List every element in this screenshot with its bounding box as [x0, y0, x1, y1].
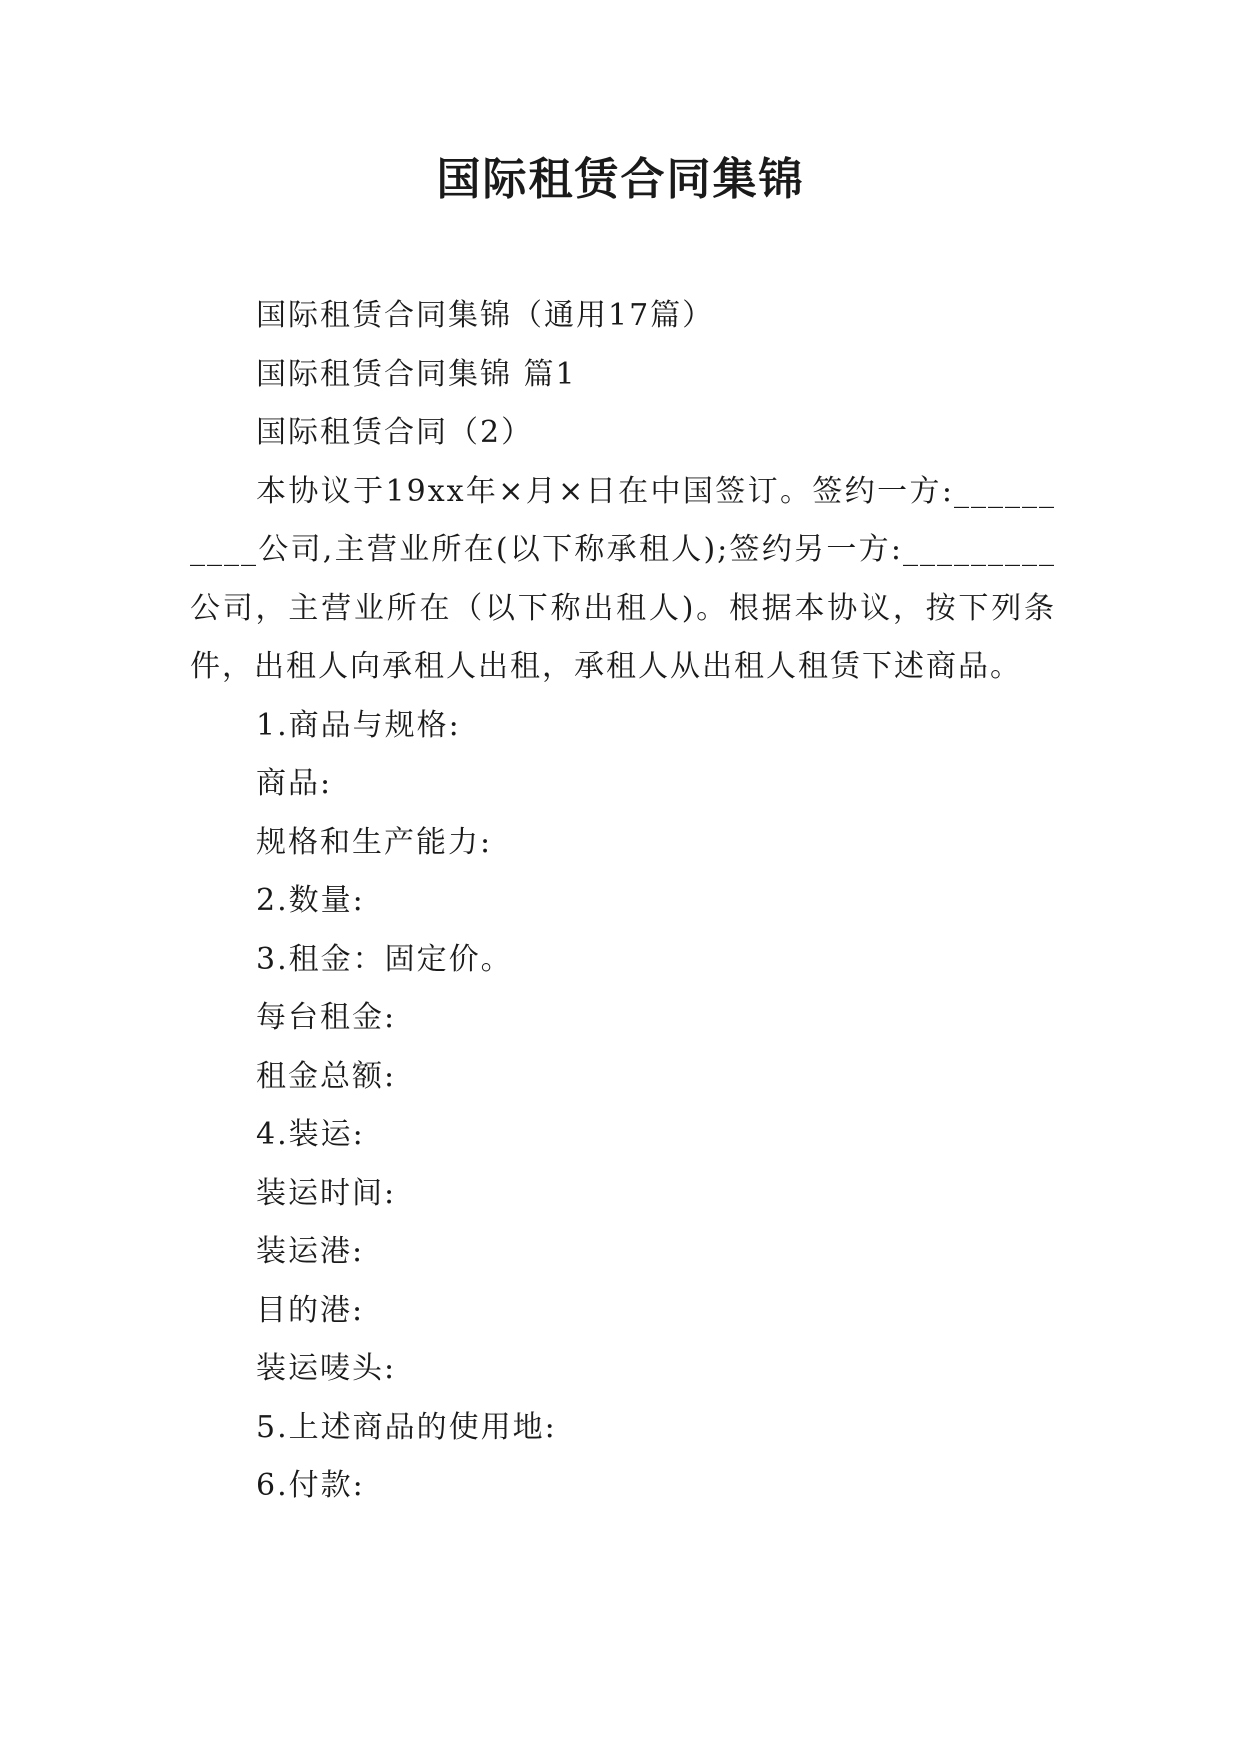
- field-port-of-shipment: 装运港:: [256, 1234, 365, 1269]
- field-port-of-destination: 目的港:: [256, 1292, 365, 1328]
- field-goods: 商品:: [256, 766, 333, 801]
- paragraph-contract-title: 国际租赁合同（2）: [256, 415, 534, 450]
- field-rent-per-unit: 每台租金:: [256, 1000, 397, 1035]
- document-title: 国际租赁合同集锦: [436, 154, 805, 205]
- field-rent-total: 租金总额:: [256, 1058, 397, 1094]
- paragraph-subtitle: 国际租赁合同集锦（通用17篇）: [256, 298, 715, 333]
- field-shipment-time: 装运时间:: [256, 1175, 397, 1211]
- clause-quantity: 2.数量:: [256, 883, 365, 918]
- field-specs-capacity: 规格和生产能力:: [256, 824, 493, 860]
- paragraph-section-heading: 国际租赁合同集锦 篇1: [256, 356, 577, 392]
- clause-payment: 6.付款:: [256, 1468, 365, 1503]
- field-shipping-marks: 装运唛头:: [256, 1351, 397, 1386]
- paragraph-preamble: 本协议于19xx年×月×日在中国签订。签约一方:__________公司,主营业所在(以下称承租人);签约另一方:_________公司，主营业所在（以下称出租人)。根据本协议，按下列条件，出租人向承租人出租，承租人从出租人租赁下述商品。: [190, 473, 1056, 684]
- clause-rent: 3.租金：固定价。: [256, 941, 513, 977]
- clause-shipment: 4.装运:: [256, 1117, 365, 1152]
- document-body: [190, 287, 1056, 1516]
- clause-place-of-use: 5.上述商品的使用地:: [256, 1409, 557, 1445]
- clause-goods-and-specs: 1.商品与规格:: [256, 707, 461, 743]
